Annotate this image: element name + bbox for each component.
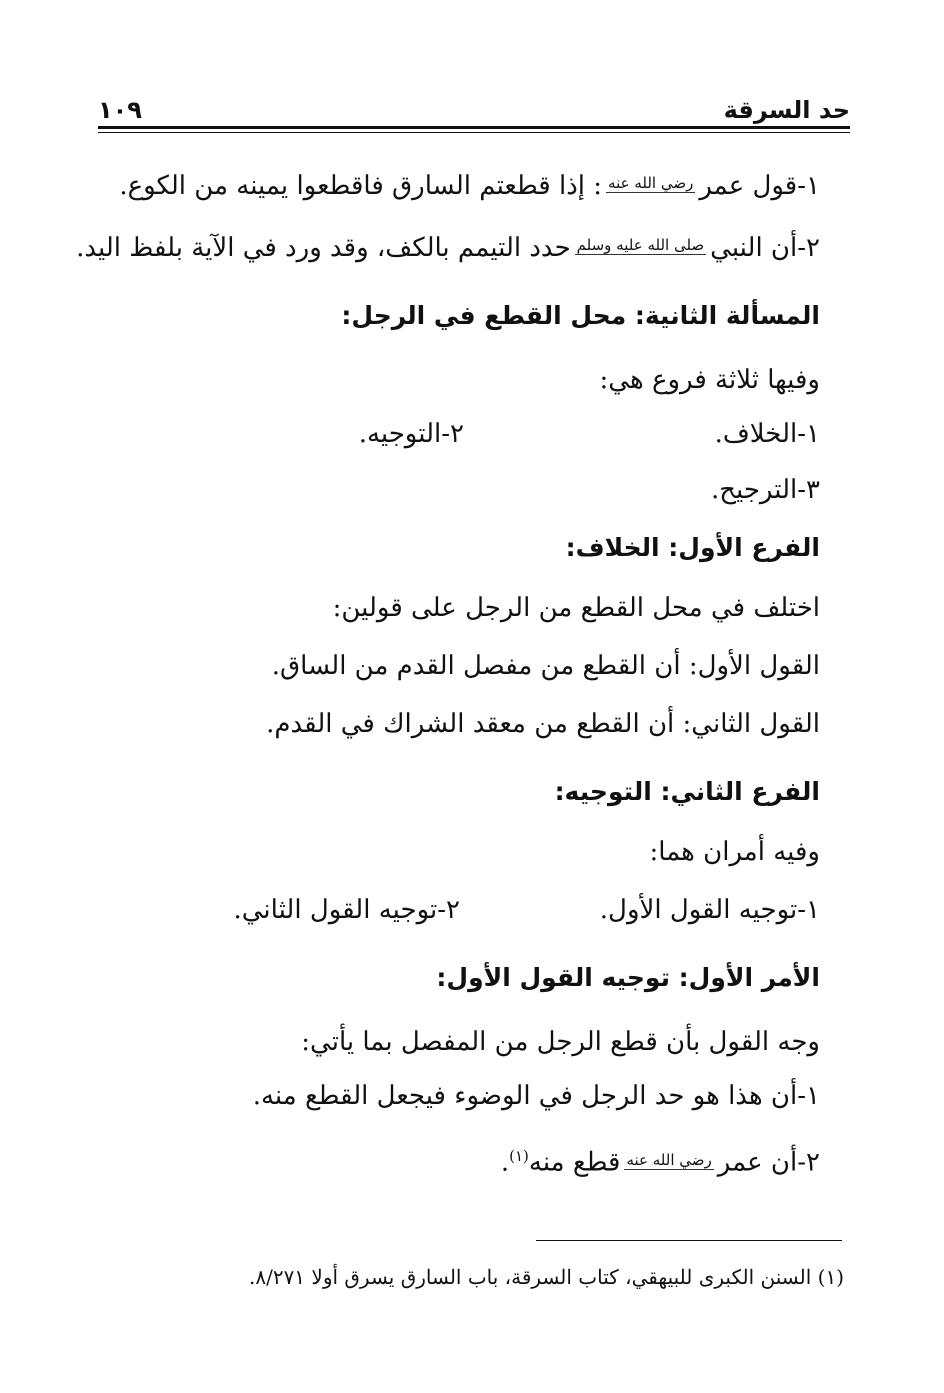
- line-end-punct: .: [500, 1147, 510, 1178]
- line-text: ٢-أن عمر: [717, 1147, 820, 1178]
- body-line-7: القول الأول: أن القطع من مفصل القدم من الساق.: [271, 651, 820, 681]
- section-heading-3: الفرع الثاني: التوجيه:: [554, 777, 820, 806]
- header-rule-thin: [98, 132, 850, 133]
- running-title: حد السرقة: [723, 96, 850, 124]
- body-line-8: القول الثاني: أن القطع من معقد الشراك في القدم.: [266, 709, 820, 739]
- footnote-ref: (١): [509, 1147, 529, 1165]
- body-line-13: [120, 1136, 820, 1176]
- list-item-4: ١-توجيه القول الأول.: [599, 895, 820, 925]
- footnote: (١) السنن الكبرى للبيهقي، كتاب السرقة، باب السارق يسرق أولا ٨/٢٧١.: [248, 1265, 844, 1289]
- body-line-1: [120, 166, 820, 206]
- footnote-rule: [536, 1240, 842, 1241]
- line-text-rest: : إذا قطعتم السارق فاقطعوا يمينه من الكوع.: [119, 171, 603, 201]
- body-line-3: وفيها ثلاثة فروع هي:: [599, 365, 820, 395]
- page-header: [98, 92, 850, 124]
- section-heading-1: المسألة الثانية: محل القطع في الرجل:: [341, 301, 820, 330]
- list-item-1: ١-الخلاف.: [714, 419, 820, 449]
- section-heading-4: الأمر الأول: توجيه القول الأول:: [436, 963, 820, 992]
- body-line-9: وفيه أمران هما:: [649, 837, 820, 867]
- list-item-5: ٢-توجيه القول الثاني.: [233, 895, 460, 925]
- body-line-6: اختلف في محل القطع من الرجل على قولين:: [332, 593, 820, 623]
- honorific-glyph: رضي الله عنه: [608, 174, 694, 192]
- list-item-2: ٢-التوجيه.: [358, 419, 464, 449]
- line-text-rest: حدد التيمم بالكف، وقد ورد في الآية بلفظ اليد.: [76, 233, 571, 263]
- honorific-glyph: صلى الله عليه وسلم: [576, 236, 705, 254]
- body-line-11: وجه القول بأن قطع الرجل من المفصل بما يأتي:: [301, 1027, 820, 1057]
- body-line-12: ١-أن هذا هو حد الرجل في الوضوء فيجعل القطع منه.: [252, 1081, 820, 1111]
- header-rule-thick: [98, 126, 850, 129]
- section-heading-2: الفرع الأول: الخلاف:: [565, 533, 820, 562]
- honorific-glyph: رضي الله عنه: [626, 1150, 712, 1169]
- line-text: ١-قول عمر: [699, 171, 820, 201]
- list-item-3: ٣-الترجيح.: [710, 475, 820, 505]
- page-number: ١٠٩: [98, 96, 142, 124]
- body-line-2: [76, 228, 820, 268]
- line-text-rest: قطع منه: [528, 1147, 621, 1178]
- line-text: ٢-أن النبي: [710, 233, 820, 263]
